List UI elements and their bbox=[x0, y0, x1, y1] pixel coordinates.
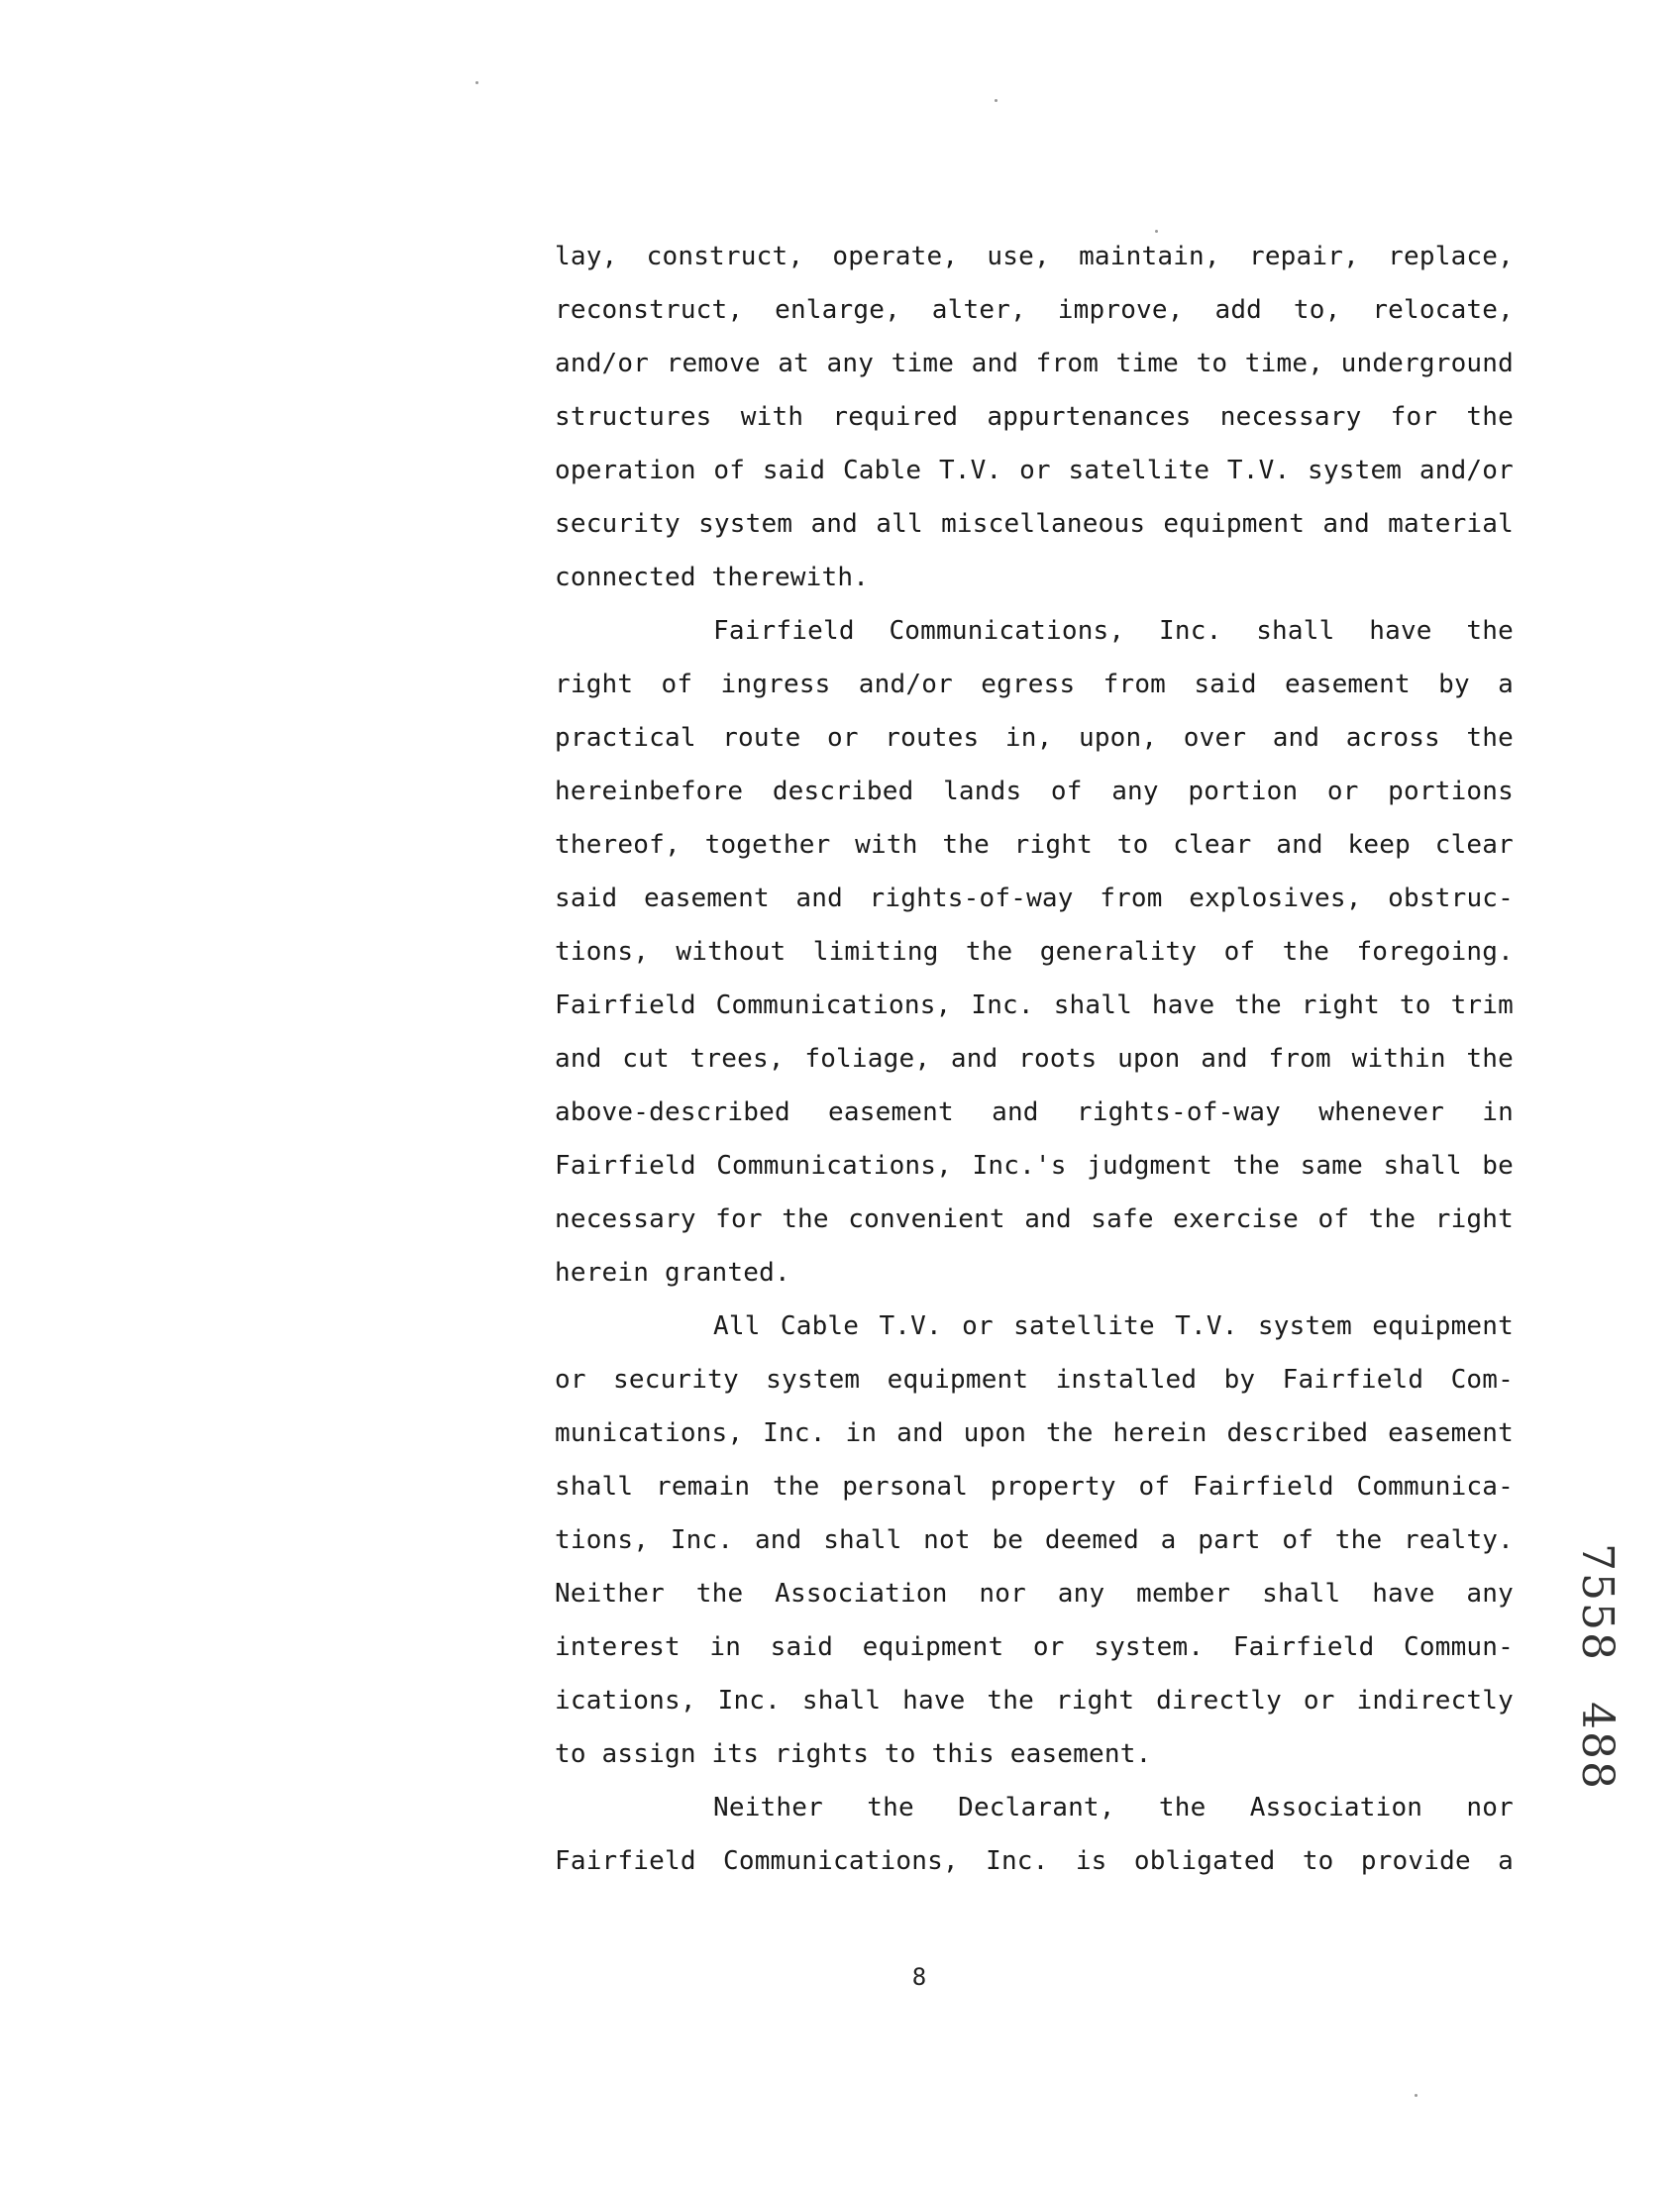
book-page-stamp bbox=[1567, 1543, 1627, 1791]
text-line: munications, Inc. in and upon the herein described easement bbox=[555, 1418, 1514, 1448]
paragraph bbox=[555, 1781, 1514, 1888]
scan-speck bbox=[475, 81, 478, 84]
text-line: Fairfield Communications, Inc.'s judgment the same shall be bbox=[555, 1151, 1514, 1181]
text-line: interest in said equipment or system. Fairfield Commun- bbox=[555, 1632, 1514, 1662]
text-line: lay, construct, operate, use, maintain, repair, replace, bbox=[555, 242, 1514, 271]
text-line: herein granted. bbox=[555, 1258, 790, 1288]
scan-speck bbox=[995, 99, 998, 102]
book-number: 7558 bbox=[1572, 1543, 1623, 1662]
text-line: and/or remove at any time and from time to time, underground bbox=[555, 349, 1514, 378]
text-line: Neither the Association nor any member shall have any bbox=[555, 1579, 1514, 1609]
paragraph bbox=[555, 604, 1514, 1300]
text-line: hereinbefore described lands of any portion or portions bbox=[555, 777, 1514, 806]
text-line: reconstruct, enlarge, alter, improve, add to, relocate, bbox=[555, 295, 1514, 325]
text-line: ications, Inc. shall have the right directly or indirectly bbox=[555, 1686, 1514, 1716]
text-line: above-described easement and rights-of-way whenever in bbox=[555, 1097, 1514, 1127]
text-line: Fairfield Communications, Inc. shall have the bbox=[713, 616, 1514, 646]
recording-page-number: 488 bbox=[1572, 1702, 1623, 1791]
text-line: security system and all miscellaneous equipment and material bbox=[555, 509, 1514, 539]
scan-speck bbox=[1415, 2094, 1418, 2097]
paragraph bbox=[555, 230, 1514, 604]
text-line: practical route or routes in, upon, over and across the bbox=[555, 723, 1514, 753]
text-line: Neither the Declarant, the Association nor bbox=[713, 1793, 1514, 1822]
paragraph bbox=[555, 1300, 1514, 1781]
text-line: thereof, together with the right to clear and keep clear bbox=[555, 830, 1514, 860]
text-line: operation of said Cable T.V. or satellite T.V. system and/or bbox=[555, 456, 1514, 485]
text-line: tions, without limiting the generality of the foregoing. bbox=[555, 937, 1514, 967]
text-line: All Cable T.V. or satellite T.V. system equipment bbox=[713, 1311, 1514, 1341]
text-line: and cut trees, foliage, and roots upon and from within the bbox=[555, 1044, 1514, 1074]
text-line: necessary for the convenient and safe exercise of the right bbox=[555, 1204, 1514, 1234]
text-line: Fairfield Communications, Inc. shall have the right to trim bbox=[555, 990, 1514, 1020]
scan-speck bbox=[1155, 230, 1158, 233]
text-line: Fairfield Communications, Inc. is obligated to provide a bbox=[555, 1846, 1514, 1876]
text-line: structures with required appurtenances necessary for the bbox=[555, 402, 1514, 432]
text-line: shall remain the personal property of Fairfield Communica- bbox=[555, 1472, 1514, 1502]
text-line: right of ingress and/or egress from said easement by a bbox=[555, 670, 1514, 699]
page-number: 8 bbox=[911, 1963, 927, 1991]
text-line: or security system equipment installed by Fairfield Com- bbox=[555, 1365, 1514, 1395]
text-line: said easement and rights-of-way from explosives, obstruc- bbox=[555, 884, 1514, 913]
text-line: connected therewith. bbox=[555, 563, 870, 592]
body-text bbox=[555, 230, 1514, 1888]
text-line: to assign its rights to this easement. bbox=[555, 1739, 1152, 1769]
text-line: tions, Inc. and shall not be deemed a part of the realty. bbox=[555, 1525, 1514, 1555]
